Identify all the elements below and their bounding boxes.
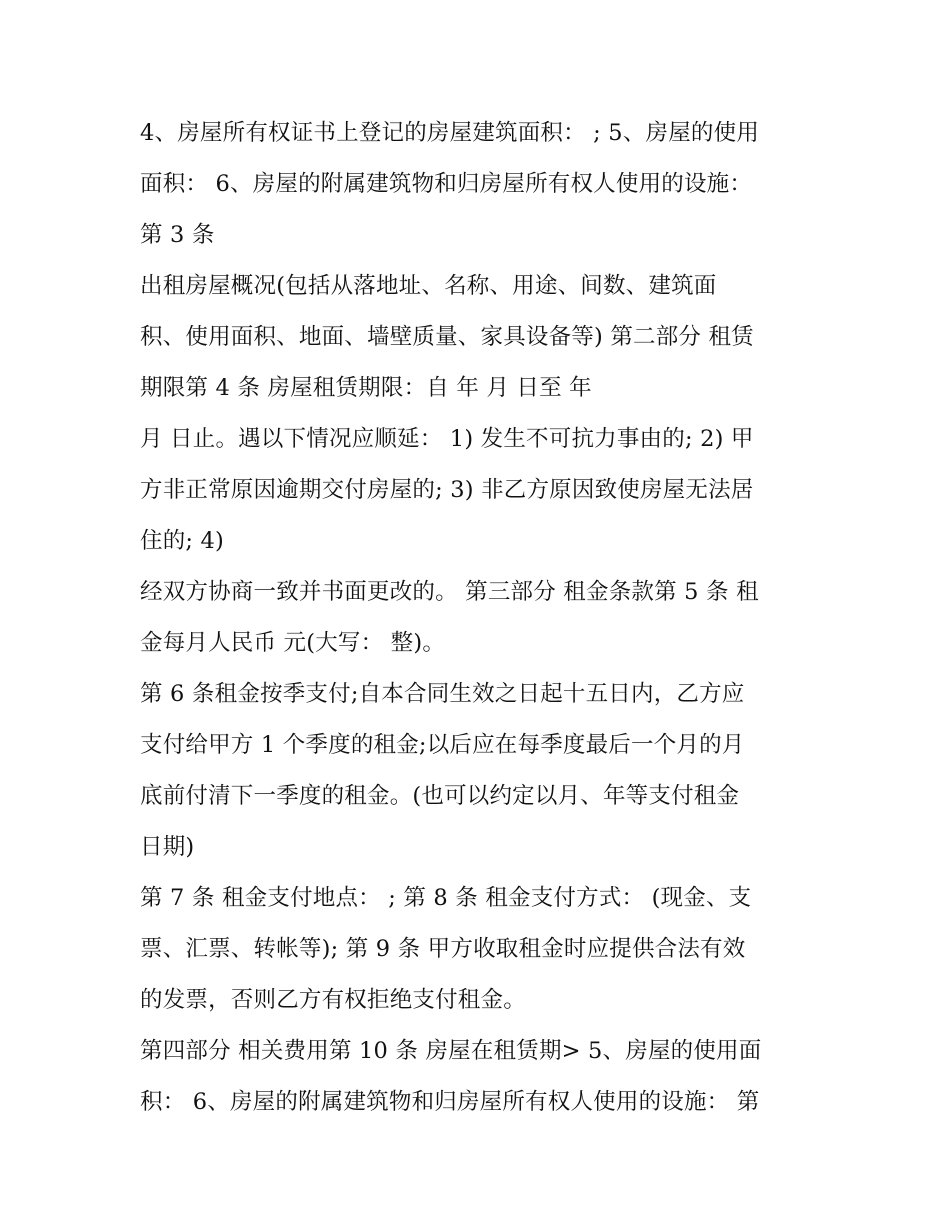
text-line-18: 的发票，否则乙方有权拒绝支付租金。: [140, 987, 526, 1013]
text-line-4: 出租房屋概况(包括从落地址、名称、用途、间数、建筑面: [140, 273, 717, 299]
text-line-1: 4、房屋所有权证书上登记的房屋建筑面积： ; 5、房屋的使用: [140, 120, 760, 146]
text-line-2: 面积： 6、房屋的附属建筑物和归房屋所有权人使用的设施：: [140, 171, 753, 197]
text-line-13: 支付给甲方 1 个季度的租金;以后应在每季度最后一个月的月: [140, 732, 745, 758]
text-line-15: 日期): [140, 834, 195, 860]
text-line-6: 期限第 4 条 房屋租赁期限：自 年 月 日至 年: [140, 375, 592, 401]
text-line-3: 第 3 条: [140, 222, 215, 248]
text-line-8: 方非正常原因逾期交付房屋的; 3) 非乙方原因致使房屋无法居: [140, 477, 754, 503]
text-line-17: 票、汇票、转帐等); 第 9 条 甲方收取租金时应提供合法有效: [140, 936, 746, 962]
text-line-16: 第 7 条 租金支付地点： ; 第 8 条 租金支付方式： (现金、支: [140, 885, 752, 911]
text-line-5: 积、使用面积、地面、墙壁质量、家具设备等) 第二部分 租赁: [140, 324, 754, 350]
text-line-20: 积： 6、房屋的附属建筑物和归房屋所有权人使用的设施： 第: [140, 1089, 760, 1115]
text-line-11: 金每月人民币 元(大写： 整)。: [140, 630, 446, 656]
text-line-12: 第 6 条租金按季支付;自本合同生效之日起十五日内，乙方应: [140, 681, 745, 707]
text-line-19: 第四部分 相关费用第 10 条 房屋在租赁期> 5、房屋的使用面: [140, 1038, 762, 1064]
text-line-14: 底前付清下一季度的租金。(也可以约定以月、年等支付租金: [140, 783, 740, 809]
text-line-10: 经双方协商一致并书面更改的。 第三部分 租金条款第 5 条 租: [140, 579, 759, 605]
text-line-7: 月 日止。遇以下情况应顺延： 1) 发生不可抗力事由的; 2) 甲: [140, 426, 754, 452]
document-body: [140, 108, 820, 1128]
text-line-9: 住的; 4): [140, 528, 225, 554]
